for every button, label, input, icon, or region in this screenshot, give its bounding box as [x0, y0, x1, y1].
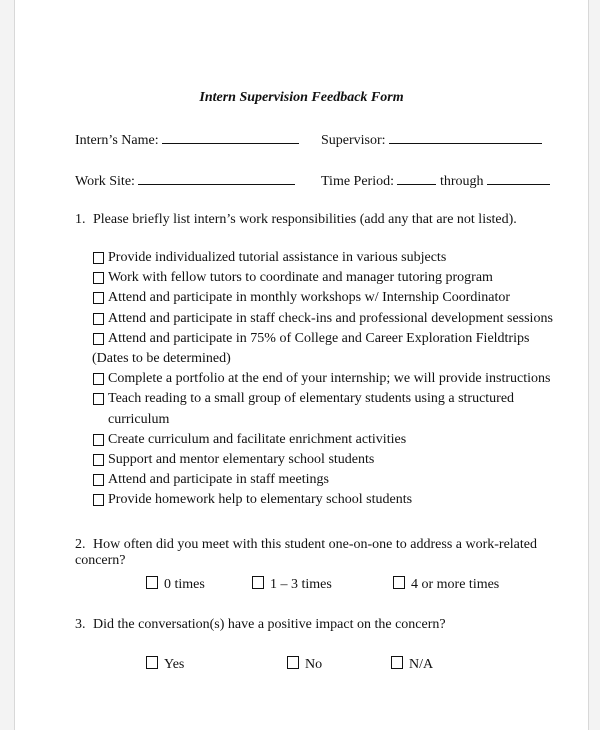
- checkbox[interactable]: [93, 494, 104, 506]
- checkbox[interactable]: [146, 576, 158, 589]
- checkbox[interactable]: [93, 252, 104, 264]
- checkbox[interactable]: [287, 656, 299, 669]
- option-no[interactable]: [287, 656, 322, 673]
- interns-name-label: Intern’s Name:: [75, 133, 159, 148]
- option-1-3-times[interactable]: [252, 576, 332, 593]
- question-1-number: 1.: [75, 212, 86, 227]
- responsibility-label: Attend and participate in 75% of College and Career Exploration Fieldtrips (Dates to be determined): [92, 330, 530, 367]
- responsibility-item[interactable]: [92, 490, 562, 510]
- checkbox[interactable]: [93, 292, 104, 304]
- work-site-line[interactable]: [138, 172, 295, 185]
- option-label: 0 times: [164, 577, 205, 592]
- interns-name-line[interactable]: [162, 131, 299, 144]
- checkbox[interactable]: [93, 434, 104, 446]
- supervisor-label: Supervisor:: [321, 133, 386, 148]
- checkbox[interactable]: [93, 454, 104, 466]
- responsibility-label: Provide homework help to elementary school students: [108, 492, 413, 508]
- option-label: No: [305, 657, 323, 672]
- responsibility-item[interactable]: [92, 430, 562, 450]
- responsibility-item[interactable]: [92, 470, 562, 490]
- question-2: [75, 537, 588, 569]
- checkbox[interactable]: [93, 313, 104, 325]
- option-label: 1 – 3 times: [270, 577, 332, 592]
- responsibilities-list: [92, 248, 562, 511]
- responsibility-item[interactable]: [92, 288, 562, 308]
- responsibility-item[interactable]: [92, 309, 562, 329]
- responsibility-label: Provide individualized tutorial assistance in various subjects: [108, 250, 447, 265]
- checkbox[interactable]: [93, 272, 104, 284]
- responsibility-label: Attend and participate in staff check-ins and professional development sessions: [108, 310, 553, 326]
- form-title: Intern Supervision Feedback Form: [199, 90, 404, 105]
- checkbox[interactable]: [252, 576, 264, 589]
- responsibility-label: Attend and participate in monthly workshops w/ Internship Coordinator: [108, 290, 511, 306]
- responsibility-label: Support and mentor elementary school students: [108, 452, 375, 468]
- question-3: [75, 617, 446, 633]
- question-3-number: 3.: [75, 617, 86, 632]
- time-period-start-line[interactable]: [397, 172, 436, 185]
- work-site-field[interactable]: [75, 172, 295, 190]
- checkbox[interactable]: [146, 656, 158, 669]
- option-label: 4 or more times: [411, 577, 500, 592]
- checkbox[interactable]: [93, 333, 104, 345]
- supervisor-line[interactable]: [389, 131, 542, 144]
- supervisor-field[interactable]: [321, 131, 542, 149]
- checkbox[interactable]: [93, 373, 104, 385]
- responsibility-label: Work with fellow tutors to coordinate and manager tutoring program: [108, 270, 493, 286]
- option-label: N/A: [409, 657, 434, 672]
- responsibility-label: Teach reading to a small group of elementary students using a structured curriculum: [108, 391, 515, 427]
- responsibility-item[interactable]: [92, 450, 562, 470]
- option-label: Yes: [164, 657, 185, 672]
- question-2-number: 2.: [75, 537, 86, 552]
- option-0-times[interactable]: [146, 576, 205, 593]
- responsibility-item[interactable]: [92, 389, 562, 429]
- checkbox[interactable]: [93, 474, 104, 486]
- checkbox[interactable]: [391, 656, 403, 669]
- question-2-text: How often did you meet with this student one-on-one to address a work-related concern?: [75, 537, 538, 568]
- through-label: through: [440, 174, 484, 189]
- responsibility-label: Complete a portfolio at the end of your internship; we will provide instructions: [108, 371, 551, 387]
- option-na[interactable]: [391, 656, 433, 673]
- responsibility-label: Attend and participate in staff meetings: [108, 472, 329, 488]
- option-yes[interactable]: [146, 656, 184, 673]
- responsibility-item[interactable]: [92, 248, 562, 268]
- time-period-label: Time Period:: [321, 174, 394, 189]
- checkbox[interactable]: [93, 393, 104, 405]
- work-site-label: Work Site:: [75, 174, 135, 189]
- responsibility-item[interactable]: [92, 268, 562, 288]
- responsibility-item[interactable]: [92, 329, 562, 369]
- responsibility-item[interactable]: [92, 369, 562, 389]
- question-1: [75, 212, 517, 228]
- time-period-field[interactable]: [321, 172, 550, 190]
- question-1-text: Please briefly list intern’s work responsibilities (add any that are not listed).: [93, 212, 517, 227]
- option-4-or-more-times[interactable]: [393, 576, 499, 593]
- time-period-end-line[interactable]: [487, 172, 550, 185]
- responsibility-label: Create curriculum and facilitate enrichment activities: [108, 431, 407, 447]
- interns-name-field[interactable]: [75, 131, 299, 149]
- checkbox[interactable]: [393, 576, 405, 589]
- question-3-text: Did the conversation(s) have a positive impact on the concern?: [93, 617, 446, 632]
- document-page: [14, 0, 589, 730]
